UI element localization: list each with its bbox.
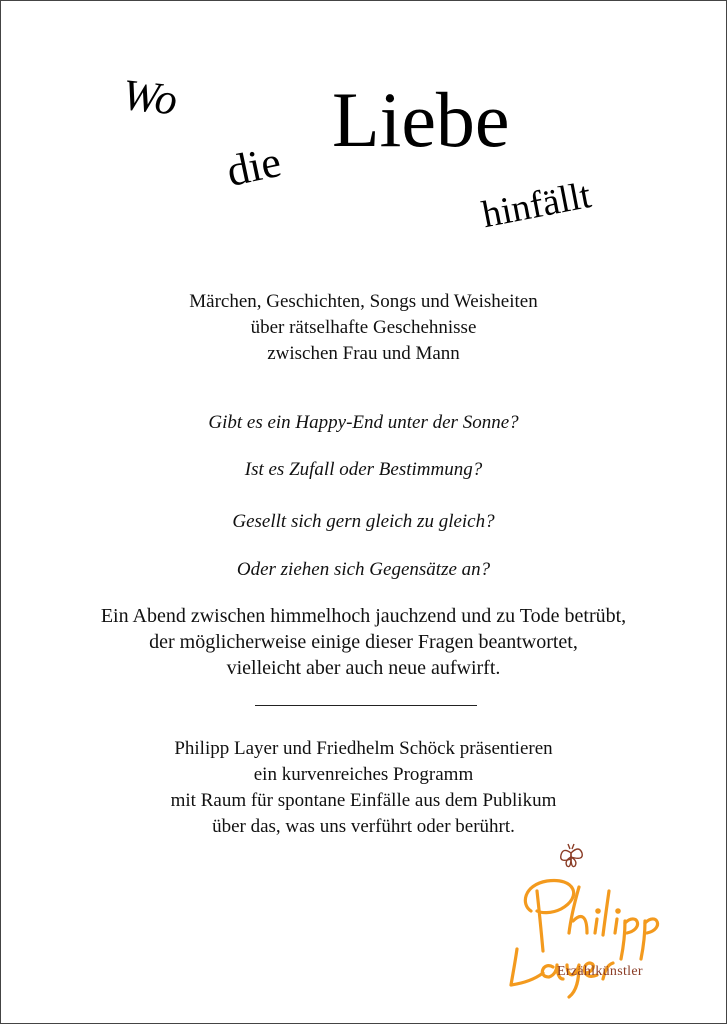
presentation-line: ein kurvenreiches Programm — [253, 764, 474, 785]
evening-line: Ein Abend zwischen himmelhoch jauchzend und zu Tode betrübt, — [100, 605, 627, 627]
butterfly-icon — [561, 844, 583, 867]
question-happy-end: Gibt es ein Happy-End unter der Sonne? — [208, 412, 519, 433]
intro-line: Märchen, Geschichten, Songs und Weisheiten — [189, 291, 538, 312]
presentation-line: über das, was uns verführt oder berührt. — [212, 816, 515, 837]
title-word-wo: Wo — [120, 70, 180, 125]
intro-line: zwischen Frau und Mann — [267, 343, 460, 364]
evening-description — [1, 603, 726, 681]
question-zufall: Ist es Zufall oder Bestimmung? — [244, 459, 483, 480]
evening-line: der möglicherweise einige dieser Fragen beantwortet, — [149, 631, 578, 653]
title-word-die: die — [222, 136, 286, 196]
logo-subtitle: Erzählkünstler — [557, 964, 643, 979]
presentation-line: mit Raum für spontane Einfälle aus dem Publikum — [170, 790, 557, 811]
section-divider — [255, 705, 477, 706]
evening-line: vielleicht aber auch neue aufwirft. — [226, 657, 501, 679]
presentation-text — [1, 736, 726, 840]
presentation-line: Philipp Layer und Friedhelm Schöck präsentieren — [174, 738, 553, 759]
question-gleich: Gesellt sich gern gleich zu gleich? — [232, 511, 495, 532]
title-word-hinfallt: hinfällt — [478, 174, 595, 237]
intro-text — [1, 289, 726, 367]
intro-line: über rätselhafte Geschehnisse — [250, 317, 477, 338]
title-word-liebe: Liebe — [332, 76, 510, 163]
question-gegensaetze: Oder ziehen sich Gegensätze an? — [236, 559, 491, 580]
